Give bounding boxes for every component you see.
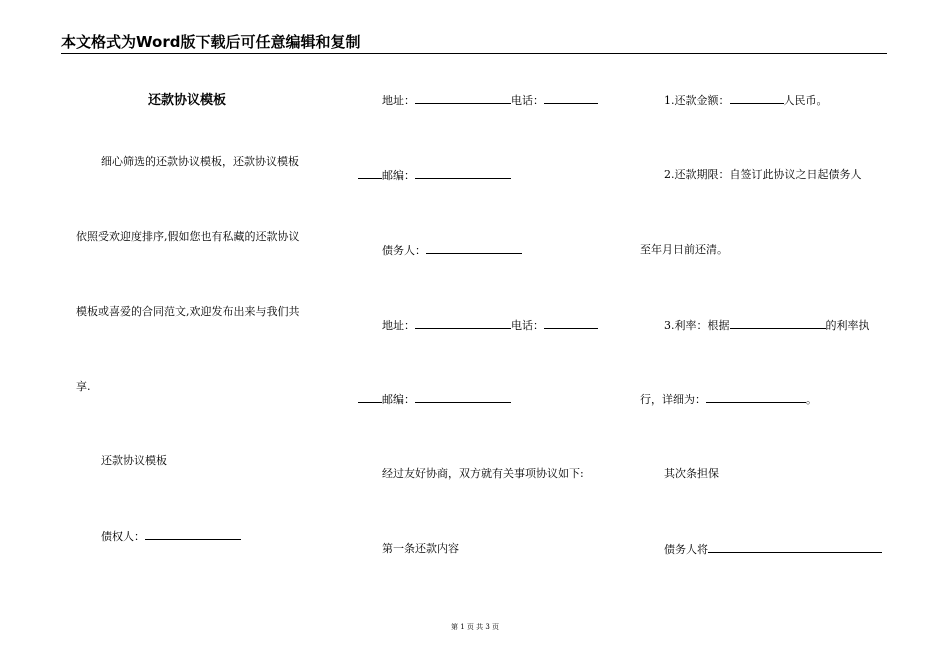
interest-line2-suffix: 。	[806, 393, 817, 406]
period-line-1: 2.还款期限：自签订此协议之日起债务人	[664, 168, 862, 181]
postcode2-label: 邮编：	[382, 393, 415, 406]
interest-suffix: 的利率执	[825, 319, 870, 332]
amount-suffix: 人民币。	[783, 94, 828, 107]
document-title: 还款协议模板	[148, 93, 227, 108]
article-2-heading: 其次条担保	[664, 467, 719, 480]
creditor-label: 债权人：	[101, 530, 145, 543]
creditor-blank	[145, 529, 241, 540]
debtor-will-blank	[708, 542, 882, 553]
postcode2-blank	[415, 392, 511, 403]
postcode-line-2	[358, 392, 511, 407]
intro-line-4: 享.	[76, 380, 91, 393]
interest-detail-blank	[706, 392, 806, 403]
debtor-will-line	[664, 542, 882, 557]
postcode-leading-blank	[358, 168, 382, 179]
phone-label: 电话：	[511, 94, 544, 107]
address-blank	[415, 93, 511, 104]
interest-line-2	[640, 392, 817, 407]
debtor-line	[382, 243, 522, 258]
intro-line-3: 模板或喜爱的合同范文,欢迎发布出来与我们共	[76, 305, 300, 318]
amount-label: 1.还款金额：	[664, 94, 730, 107]
header-title: 本文格式为Word版下载后可任意编辑和复制	[61, 33, 361, 51]
phone-blank	[544, 93, 598, 104]
interest-blank	[730, 318, 826, 329]
agreement-intro: 经过友好协商，双方就有关事项协议如下:	[382, 467, 584, 480]
interest-line-1	[664, 318, 870, 333]
article-1-heading: 第一条还款内容	[382, 542, 459, 555]
postcode-blank	[415, 168, 511, 179]
address2-blank	[415, 318, 511, 329]
debtor-will-label: 债务人将	[664, 543, 708, 556]
postcode2-leading-blank	[358, 392, 382, 403]
phone2-blank	[544, 318, 598, 329]
creditor-line	[101, 529, 241, 544]
interest-line2-prefix: 行，详细为：	[640, 393, 706, 406]
page-footer: 第 1 页 共 3 页	[450, 623, 500, 631]
intro-line-1: 细心筛选的还款协议模板，还款协议模板	[101, 155, 299, 168]
amount-line	[664, 93, 828, 108]
debtor-label: 债务人：	[382, 244, 426, 257]
postcode-line-1	[358, 168, 511, 183]
address-label: 地址：	[382, 94, 415, 107]
page-header	[61, 33, 887, 54]
address2-label: 地址：	[382, 319, 415, 332]
interest-label: 3.利率：根据	[664, 319, 730, 332]
section-subtitle: 还款协议模板	[101, 454, 167, 467]
period-line-2: 至年月日前还清。	[640, 243, 728, 256]
postcode-label: 邮编：	[382, 169, 415, 182]
amount-blank	[730, 93, 784, 104]
address-line-1	[382, 93, 598, 108]
debtor-blank	[426, 243, 522, 254]
address-line-2	[382, 318, 598, 333]
phone2-label: 电话：	[511, 319, 544, 332]
intro-line-2: 依照受欢迎度排序,假如您也有私藏的还款协议	[76, 230, 300, 243]
